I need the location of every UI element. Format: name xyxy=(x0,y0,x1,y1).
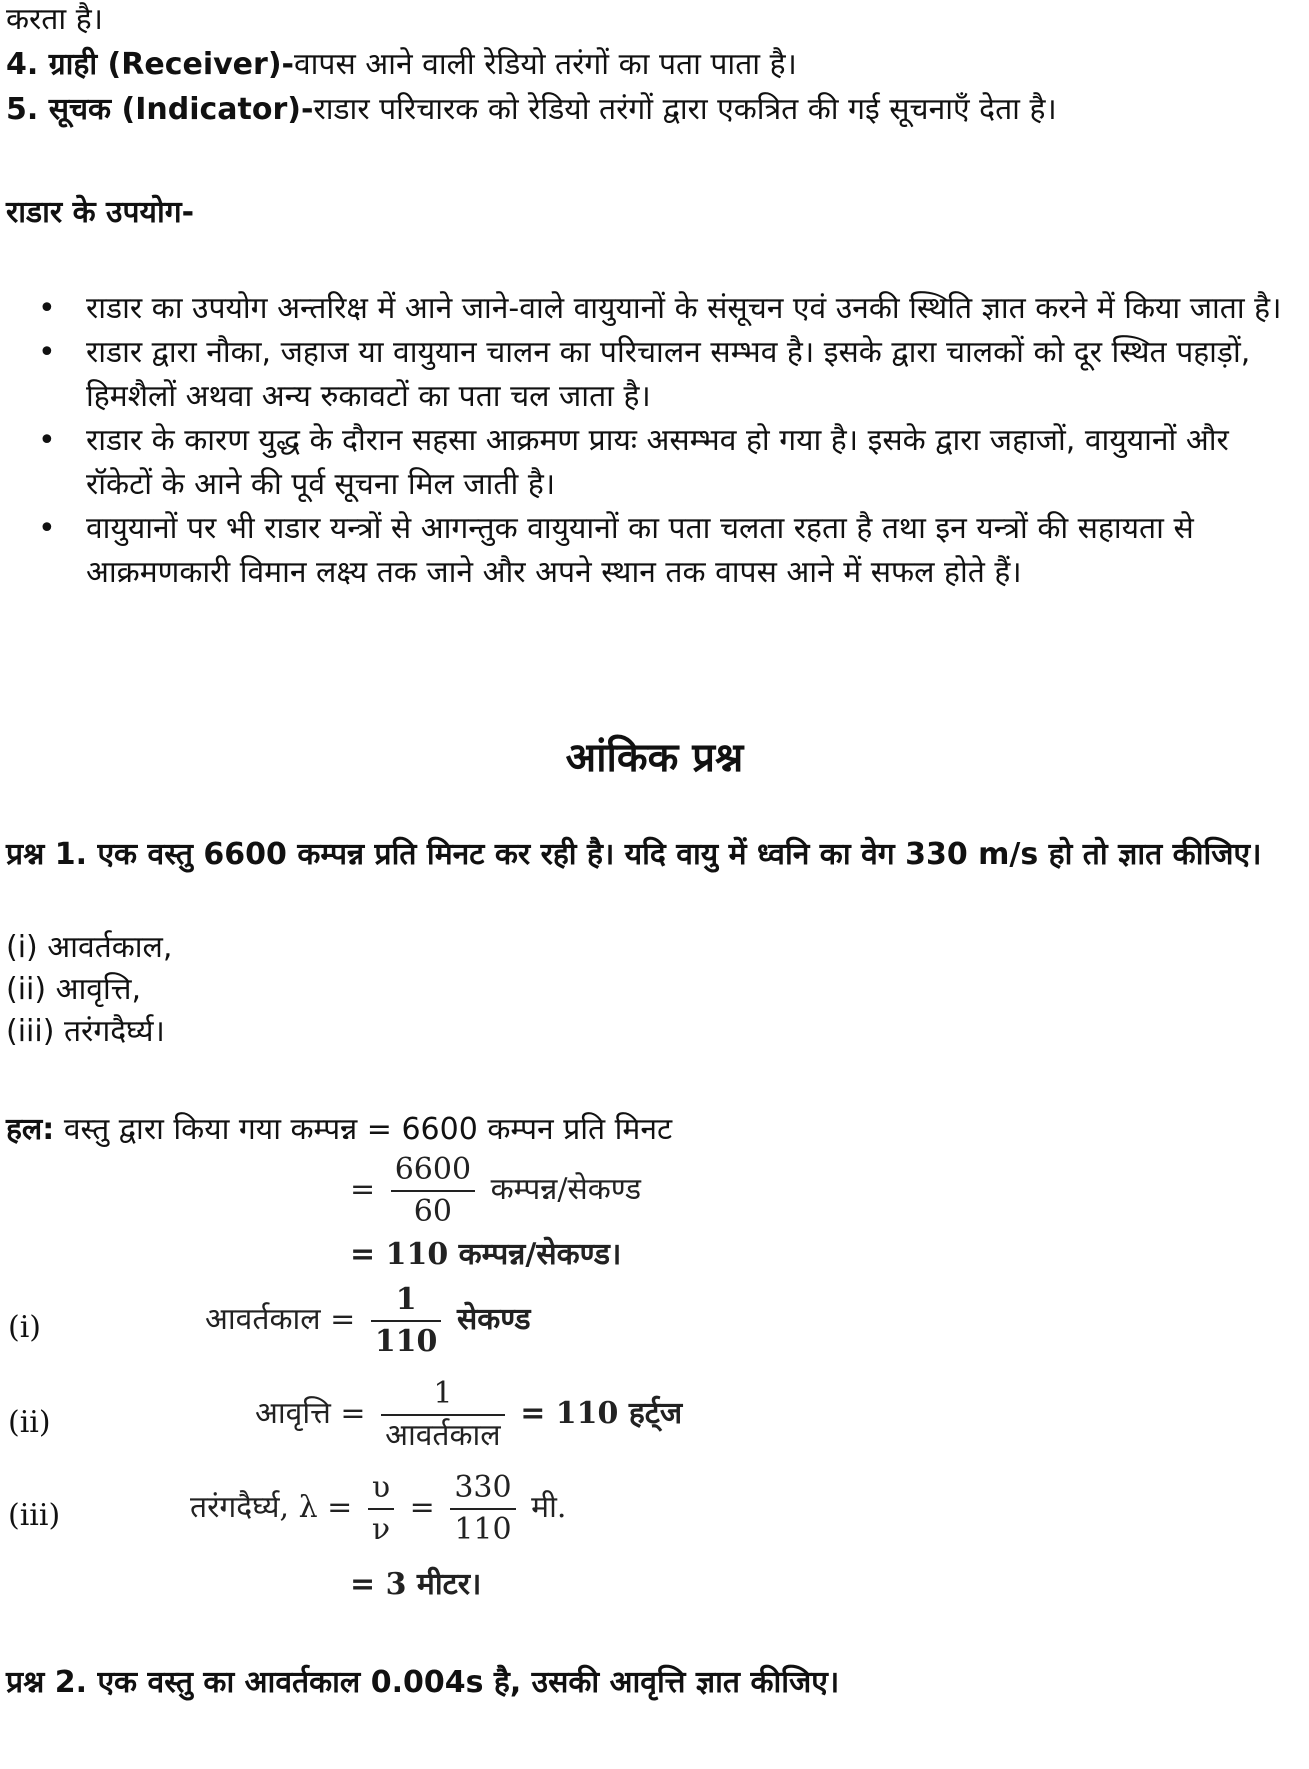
indicator-line xyxy=(6,90,1057,130)
part-ii-lhs: आवृत्ति = xyxy=(255,1396,366,1431)
part-iii-denominator-1: ν xyxy=(371,1512,391,1547)
option-ii: (ii) आवृत्ति, xyxy=(6,972,141,1007)
uses-list xyxy=(0,287,1300,595)
part-ii-label: (ii) xyxy=(8,1405,51,1440)
part-iii-result: = 3 मीटर। xyxy=(350,1567,482,1602)
part-i-fraction xyxy=(371,1280,442,1362)
part-ii-fraction xyxy=(381,1374,505,1456)
question-1: प्रश्न 1. एक वस्तु 6600 कम्पन्न प्रति मिनट कर रही है। यदि वायु में ध्वनि का वेग 330 m/s हो तो ज्ञात कीजिए। xyxy=(6,837,1262,872)
part-iii-label: (iii) xyxy=(8,1498,61,1533)
indicator-text: राडार परिचारक को रेडियो तरंगों द्वारा एकत्रित की गई सूचनाएँ देता है। xyxy=(313,92,1057,127)
part-ii-equation xyxy=(255,1374,682,1456)
step1-unit: कम्पन्न/सेकण्ड xyxy=(490,1172,642,1207)
option-iii: (iii) तरंगदैर्घ्य। xyxy=(6,1014,165,1049)
bullet-icon: • xyxy=(38,511,56,546)
part-i-lhs: आवर्तकाल = xyxy=(205,1302,356,1337)
uses-heading: राडार के उपयोग- xyxy=(6,195,195,230)
part-ii-rhs: = 110 हर्ट्ज xyxy=(520,1396,683,1431)
part-i-unit: सेकण्ड xyxy=(456,1302,531,1337)
step1-eq-sign: = xyxy=(350,1172,376,1207)
part-iii-unit: मी. xyxy=(531,1490,567,1525)
receiver-text: वापस आने वाली रेडियो तरंगों का पता पाता है। xyxy=(293,47,797,82)
step2-result: = 110 कम्पन्न/सेकण्ड। xyxy=(350,1237,622,1272)
step1-fraction xyxy=(391,1150,475,1232)
solution-intro xyxy=(6,1110,672,1150)
part-iii-denominator-2: 110 xyxy=(454,1512,512,1547)
part-iii-lhs: तरंगदैर्घ्य, λ = xyxy=(190,1490,353,1525)
bullet-icon: • xyxy=(38,291,56,326)
part-iii-fraction-2 xyxy=(450,1468,515,1550)
part-iii-numerator-2: 330 xyxy=(450,1468,515,1510)
list-item-text: वायुयानों पर भी राडार यन्त्रों से आगन्तुक वायुयानों का पता चलता रहता है तथा इन यन्त्रों की सहायता से आक्रमणकारी विमान लक्ष्य तक जाने और अपने स्थान तक वापस आने में सफल होते हैं। xyxy=(86,511,1194,590)
part-i-label: (i) xyxy=(8,1310,42,1345)
question-2: प्रश्न 2. एक वस्तु का आवर्तकाल 0.004s है, उसकी आवृत्ति ज्ञात कीजिए। xyxy=(6,1665,840,1700)
receiver-label: 4. ग्राही (Receiver)- xyxy=(6,47,294,82)
section-title: आंकिक प्रश्न xyxy=(565,735,744,781)
solution-label: हल: xyxy=(6,1112,55,1147)
list-item xyxy=(0,419,1300,507)
bullet-icon: • xyxy=(38,423,56,458)
part-iii-eq-sign: = xyxy=(409,1490,435,1525)
list-item-text: राडार के कारण युद्ध के दौरान सहसा आक्रमण प्रायः असम्भव हो गया है। इसके द्वारा जहाजों, वायुयानों और रॉकेटों के आने की पूर्व सूचना मिल जाती है। xyxy=(86,423,1229,502)
part-iii-equation xyxy=(190,1468,566,1550)
step1-denominator: 60 xyxy=(413,1194,452,1229)
list-item-text: राडार का उपयोग अन्तरिक्ष में आने जाने-वाले वायुयानों के संसूचन एवं उनकी स्थिति ज्ञात करने में किया जाता है। xyxy=(86,291,1282,326)
step1-numerator: 6600 xyxy=(391,1150,475,1192)
list-item xyxy=(0,507,1300,595)
option-i: (i) आवर्तकाल, xyxy=(6,930,173,965)
step1-equation xyxy=(350,1150,641,1232)
receiver-line xyxy=(6,45,797,85)
list-item xyxy=(0,331,1300,419)
solution-text: वस्तु द्वारा किया गया कम्पन्न = 6600 कम्पन प्रति मिनट xyxy=(54,1112,673,1147)
part-iii-fraction-1 xyxy=(368,1468,394,1550)
part-iii-numerator-1: υ xyxy=(368,1468,394,1510)
part-ii-denominator: आवर्तकाल xyxy=(385,1418,501,1453)
top-line-0: करता है। xyxy=(6,2,104,37)
part-i-denominator: 110 xyxy=(374,1324,438,1359)
part-i-numerator: 1 xyxy=(371,1280,442,1322)
list-item xyxy=(0,287,1300,331)
part-ii-numerator: 1 xyxy=(381,1374,505,1416)
indicator-label: 5. सूचक (Indicator)- xyxy=(6,92,314,127)
bullet-icon: • xyxy=(38,335,56,370)
part-i-equation xyxy=(205,1280,531,1362)
list-item-text: राडार द्वारा नौका, जहाज या वायुयान चालन का परिचालन सम्भव है। इसके द्वारा चालकों को दूर स्थित पहाड़ों, हिमशैलों अथवा अन्य रुकावटों का पता चल जाता है। xyxy=(86,335,1251,414)
